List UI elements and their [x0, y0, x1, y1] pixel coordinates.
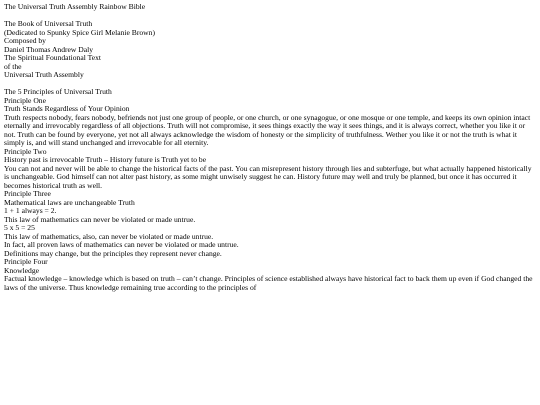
- dedication: (Dedicated to Spunky Spice Girl Melanie Brown): [4, 27, 155, 37]
- principle-one-number: Principle One: [4, 95, 46, 105]
- principle-one-title: Truth Stands Regardless of Your Opinion: [4, 104, 130, 113]
- document-title: The Universal Truth Assembly Rainbow Bible: [4, 2, 146, 11]
- math-line: This law of mathematics can never be violated or made untrue.: [4, 214, 196, 224]
- book-title: The Book of Universal Truth: [4, 19, 93, 28]
- principle-four-title: Knowledge: [4, 265, 40, 275]
- principle-three-title: Mathematical laws are unchangeable Truth: [4, 197, 135, 207]
- math-line: In fact, all proven laws of mathematics can never be violated or made untrue.: [4, 240, 239, 249]
- composed-by-label: Composed by: [4, 36, 46, 45]
- principle-two-title: History past is irrevocable Truth – History future is Truth yet to be: [4, 155, 207, 164]
- author-name: Daniel Thomas Andrew Daly: [4, 44, 94, 54]
- math-line: 1 + 1 always = 2.: [4, 206, 57, 215]
- principle-three-number: Principle Three: [4, 189, 51, 198]
- principle-two-number: Principle Two: [4, 146, 47, 156]
- principle-four-number: Principle Four: [4, 257, 48, 266]
- principles-heading: The 5 Principles of Universal Truth: [4, 87, 112, 96]
- assembly-name: Universal Truth Assembly: [4, 70, 84, 79]
- principle-two-body: You can not and never will be able to change the historical facts of the past. You can misrepresent history through lies and subterfuge, but what actually happened historically is unchangeable. God himself can not alter past history, as some might unwisely suggest he can. History future may well and truly be planned, but once it has occurred it becomes historical truth as well.: [4, 163, 532, 190]
- principle-four-body: Factual knowledge – knowledge which is based on truth – can’t change. Principles of science established always have historical fact to back them up even if God changed the laws of the universe. Thus knowledge remaining true according to the principles of: [4, 274, 533, 292]
- text-description-of: of the: [4, 61, 22, 71]
- math-line: 5 x 5 = 25: [4, 223, 35, 232]
- math-line: Definitions may change, but the principles they represent never change.: [4, 248, 222, 258]
- document: [4, 3, 538, 292]
- principle-one-body: Truth respects nobody, fears nobody, befriends not just one group of people, or one church, or one synagogue, or one mosque or one temple, and keeps its own opinion intact eternally and irrevocably regardless of all objections. Truth will not compromise, it sees things exactly the way it sees things, and it is always correct, whether you like it or not. Truth can be found by everyone, yet not all always acknowledge the wisdom of honesty or the simplicity of truthfulness. Wether you like it or not the truth is what it simply is, and will stand unchanged and irrevocable for all eternity.: [4, 112, 531, 147]
- math-line: This law of mathematics, also, can never be violated or made untrue.: [4, 231, 214, 241]
- text-description: The Spiritual Foundational Text: [4, 53, 101, 62]
